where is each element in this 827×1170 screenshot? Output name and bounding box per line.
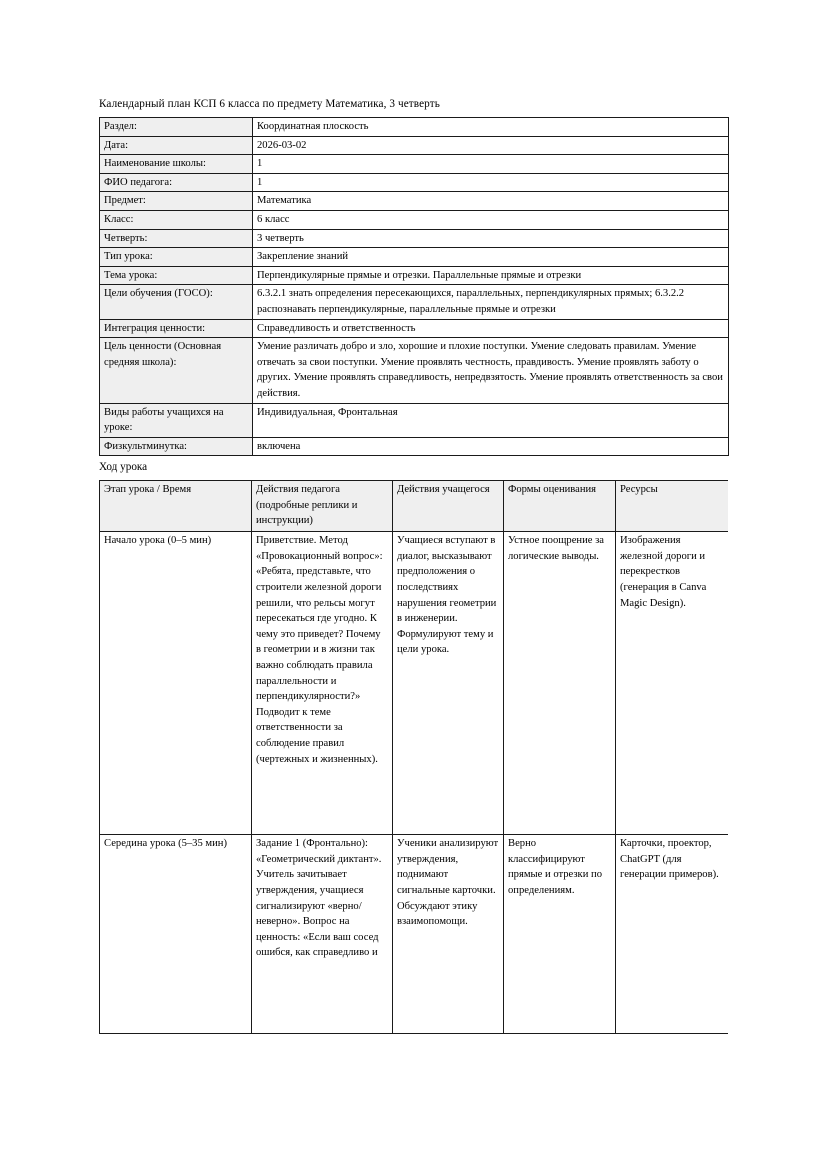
lesson-info-table: [99, 117, 729, 456]
info-value: 1: [253, 155, 729, 174]
info-value: Координатная плоскость: [253, 118, 729, 137]
table-row: [100, 136, 729, 155]
table-row: [100, 437, 729, 456]
table-row: [100, 319, 729, 338]
cell-assessment: Устное поощрение за логические выводы.: [504, 532, 616, 835]
lesson-flow-table: [99, 480, 728, 1034]
cell-teacher-actions: Приветствие. Метод «Провокационный вопрос»: «Ребята, представьте, что строители железной дороги решили, что рельсы могут пересекаться где угодно. К чему это приведет? Почему в геометрии и в жизни так важно соблюдать правила параллельности и перпендикулярности?» Подводит к теме ответственности за соблюдение правил (чертежных и жизненных).: [252, 532, 393, 835]
info-value: Справедливость и ответственность: [253, 319, 729, 338]
info-label: Наименование школы:: [100, 155, 253, 174]
lesson-flow-clip: [99, 480, 728, 1034]
info-value: 1: [253, 173, 729, 192]
cell-resources: Карточки, проектор, ChatGPT (для генерации примеров).: [616, 835, 729, 1034]
table-row: [100, 155, 729, 174]
info-label: Цели обучения (ГОСО):: [100, 285, 253, 319]
info-label: Класс:: [100, 210, 253, 229]
info-value: Математика: [253, 192, 729, 211]
column-header-teacher-actions: Действия педагога (подробные реплики и инструкции): [252, 481, 393, 532]
info-value: 6 класс: [253, 210, 729, 229]
info-label: Четверть:: [100, 229, 253, 248]
info-value: Закрепление знаний: [253, 248, 729, 267]
info-label: Тип урока:: [100, 248, 253, 267]
cell-resources: Изображения железной дороги и перекрестков (генерация в Canva Magic Design).: [616, 532, 729, 835]
table-row: [100, 532, 729, 835]
lesson-info-body: [100, 118, 729, 456]
info-value: 6.3.2.1 знать определения пересекающихся, параллельных, перпендикулярных прямых; 6.3.2.2 распознавать перпендикулярные, параллельные прямые и отрезки: [253, 285, 729, 319]
info-value: Индивидуальная, Фронтальная: [253, 403, 729, 437]
table-row: [100, 229, 729, 248]
column-header-student-actions: Действия учащегося: [393, 481, 504, 532]
info-value: Перпендикулярные прямые и отрезки. Параллельные прямые и отрезки: [253, 266, 729, 285]
info-value: 2026-03-02: [253, 136, 729, 155]
info-label: Дата:: [100, 136, 253, 155]
table-row: [100, 248, 729, 267]
lesson-flow-body: [100, 532, 729, 1034]
info-label: ФИО педагога:: [100, 173, 253, 192]
table-row: [100, 266, 729, 285]
table-row: [100, 338, 729, 403]
table-row: [100, 118, 729, 137]
lesson-flow-head: [100, 481, 729, 532]
cell-assessment: Верно классифицируют прямые и отрезки по определениям.: [504, 835, 616, 1034]
table-row: [100, 173, 729, 192]
info-value: включена: [253, 437, 729, 456]
column-header-resources: Ресурсы: [616, 481, 729, 532]
info-label: Тема урока:: [100, 266, 253, 285]
info-value: Умение различать добро и зло, хорошие и плохие поступки. Умение следовать правилам. Умение отвечать за свои поступки. Умение проявлять честность, правдивость. Умение проявлять заботу о других. Умение проявлять справедливость, непредвзятость. Умение проявлять ответственность за свои действия.: [253, 338, 729, 403]
info-value: 3 четверть: [253, 229, 729, 248]
table-row: [100, 835, 729, 1034]
column-header-stage: Этап урока / Время: [100, 481, 252, 532]
info-label: Цель ценности (Основная средняя школа):: [100, 338, 253, 403]
table-row: [100, 210, 729, 229]
cell-student-actions: Учащиеся вступают в диалог, высказывают предположения о последствиях нарушения геометрии в инженерии. Формулируют тему и цели урока.: [393, 532, 504, 835]
table-row: [100, 403, 729, 437]
info-label: Виды работы учащихся на уроке:: [100, 403, 253, 437]
table-header-row: [100, 481, 729, 532]
cell-teacher-actions: Задание 1 (Фронтально): «Геометрический диктант». Учитель зачитывает утверждения, учащиеся сигнализируют «верно/неверно». Вопрос на ценность: «Если ваш сосед ошибся, как справедливо и: [252, 835, 393, 1034]
cell-stage: Середина урока (5–35 мин): [100, 835, 252, 1034]
column-header-assessment: Формы оценивания: [504, 481, 616, 532]
table-row: [100, 285, 729, 319]
info-label: Раздел:: [100, 118, 253, 137]
table-row: [100, 192, 729, 211]
info-label: Интеграция ценности:: [100, 319, 253, 338]
info-label: Предмет:: [100, 192, 253, 211]
page-title: Календарный план КСП 6 класса по предмету Математика, 3 четверть: [99, 98, 440, 110]
cell-student-actions: Ученики анализируют утверждения, поднимают сигнальные карточки. Обсуждают этику взаимопомощи.: [393, 835, 504, 1034]
info-label: Физкультминутка:: [100, 437, 253, 456]
section-caption-lesson-flow: Ход урока: [99, 461, 148, 474]
cell-stage: Начало урока (0–5 мин): [100, 532, 252, 835]
